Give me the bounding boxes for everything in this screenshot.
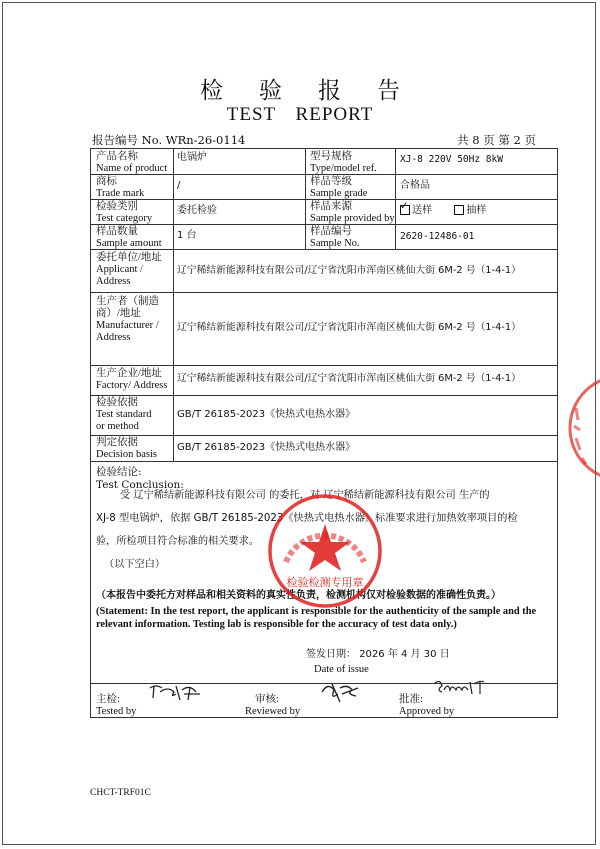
issue-date: 签发日期： 2026 年 4 月 30 日 xyxy=(306,649,450,660)
checkbox-drawn-sample[interactable] xyxy=(454,205,464,215)
value-decision-basis: GB/T 26185-2023《快热式电热水器》 xyxy=(177,442,356,453)
reviewed-by: 审核: Reviewed by xyxy=(245,694,301,717)
report-table xyxy=(90,148,558,718)
value-sample-grade: 合格品 xyxy=(400,180,430,191)
label-decision-basis: 判定依据 Decision basis xyxy=(96,437,157,460)
conclusion-line-3: 验，所检项目符合标准的相关要求。 xyxy=(96,536,259,547)
approved-by: 批准: Approved by xyxy=(399,694,455,717)
official-seal xyxy=(266,492,384,610)
value-product-name: 电锅炉 xyxy=(177,152,207,163)
value-test-category: 委托检验 xyxy=(177,205,217,216)
report-number xyxy=(92,132,245,148)
label-test-category: 检验类别 Test category xyxy=(96,201,153,224)
conclusion-line-2: XJ-8 型电锅炉，依据 GB/T 26185-2023《快热式电热水器》标准要求进行加热效率项目的检 xyxy=(96,513,518,524)
label-model: 型号规格 Type/model ref. xyxy=(310,151,377,174)
label-sample-amount: 样品数量 Sample amount xyxy=(96,226,162,249)
report-number-label: 报告编号 No. xyxy=(92,133,163,147)
partial-seal xyxy=(562,368,600,488)
label-sample-grade: 样品等级 Sample grade xyxy=(310,176,368,199)
label-applicant: 委托单位/地址 Applicant / Address xyxy=(96,252,162,287)
conclusion-label: 检验结论: Test Conclusion: xyxy=(96,466,184,491)
title-en: TEST REPORT xyxy=(226,104,374,125)
option-drawn-sample: 抽样 xyxy=(466,205,487,216)
sample-provided-options xyxy=(400,205,486,217)
label-product-name: 产品名称 Name of product xyxy=(96,151,168,174)
tester-signature xyxy=(146,680,206,702)
checkbox-sent-sample[interactable] xyxy=(400,205,410,215)
label-sample-provided: 样品来源 Sample provided by xyxy=(310,201,395,224)
reviewer-signature xyxy=(318,678,362,704)
value-manufacturer: 辽宁稀结新能源科技有限公司/辽宁省沈阳市浑南区桃仙大街 6M-2 号（1-4-1） xyxy=(177,322,521,333)
seal-text: 检验检测专用章 xyxy=(286,576,364,589)
conclusion-line-1: 受 辽宁稀结新能源科技有限公司 的委托，对 辽宁稀结新能源科技有限公司 生产的 xyxy=(120,490,490,501)
tested-by: 主检: Tested by xyxy=(96,694,137,717)
issue-date-en: Date of issue xyxy=(314,664,369,675)
report-number-value: WRn-26-0114 xyxy=(165,133,246,147)
page-info: 共 8 页 第 2 页 xyxy=(457,133,536,147)
value-sample-no: 2620-12486-01 xyxy=(400,231,475,242)
label-factory: 生产企业/地址 Factory/ Address xyxy=(96,368,168,391)
value-applicant: 辽宁稀结新能源科技有限公司/辽宁省沈阳市浑南区桃仙大街 6M-2 号（1-4-1） xyxy=(177,265,521,276)
label-manufacturer: 生产者（制造 商）/地址 Manufacturer / Address xyxy=(96,296,159,343)
approver-signature xyxy=(430,676,490,698)
statement-en: (Statement: In the test report, the applicant is responsible for the authenticity of the sample and the relevant information. Testing lab is responsible for the accuracy of test data only.) xyxy=(96,605,537,630)
blank-below: （以下空白） xyxy=(104,559,166,570)
value-model: XJ-8 220V 50Hz 8kW xyxy=(400,154,503,165)
option-sent-sample: 送样 xyxy=(412,205,432,216)
label-test-standard: 检验依据 Test standard or method xyxy=(96,397,152,432)
value-factory: 辽宁稀结新能源科技有限公司/辽宁省沈阳市浑南区桃仙大街 6M-2 号（1-4-1） xyxy=(177,373,521,384)
value-trade-mark: / xyxy=(177,180,181,191)
value-sample-amount: 1 台 xyxy=(177,230,197,241)
label-trade-mark: 商标 Trade mark xyxy=(96,176,145,199)
label-sample-no: 样品编号 Sample No. xyxy=(310,226,360,249)
footer-code: CHCT-TRF01C xyxy=(90,788,151,798)
title-cn: 检验报告 xyxy=(200,78,436,104)
statement-cn: （本报告中委托方对样品和相关资料的真实性负责，检测机构仅对检验数据的准确性负责。） xyxy=(96,590,501,601)
value-test-standard: GB/T 26185-2023《快热式电热水器》 xyxy=(177,409,356,420)
